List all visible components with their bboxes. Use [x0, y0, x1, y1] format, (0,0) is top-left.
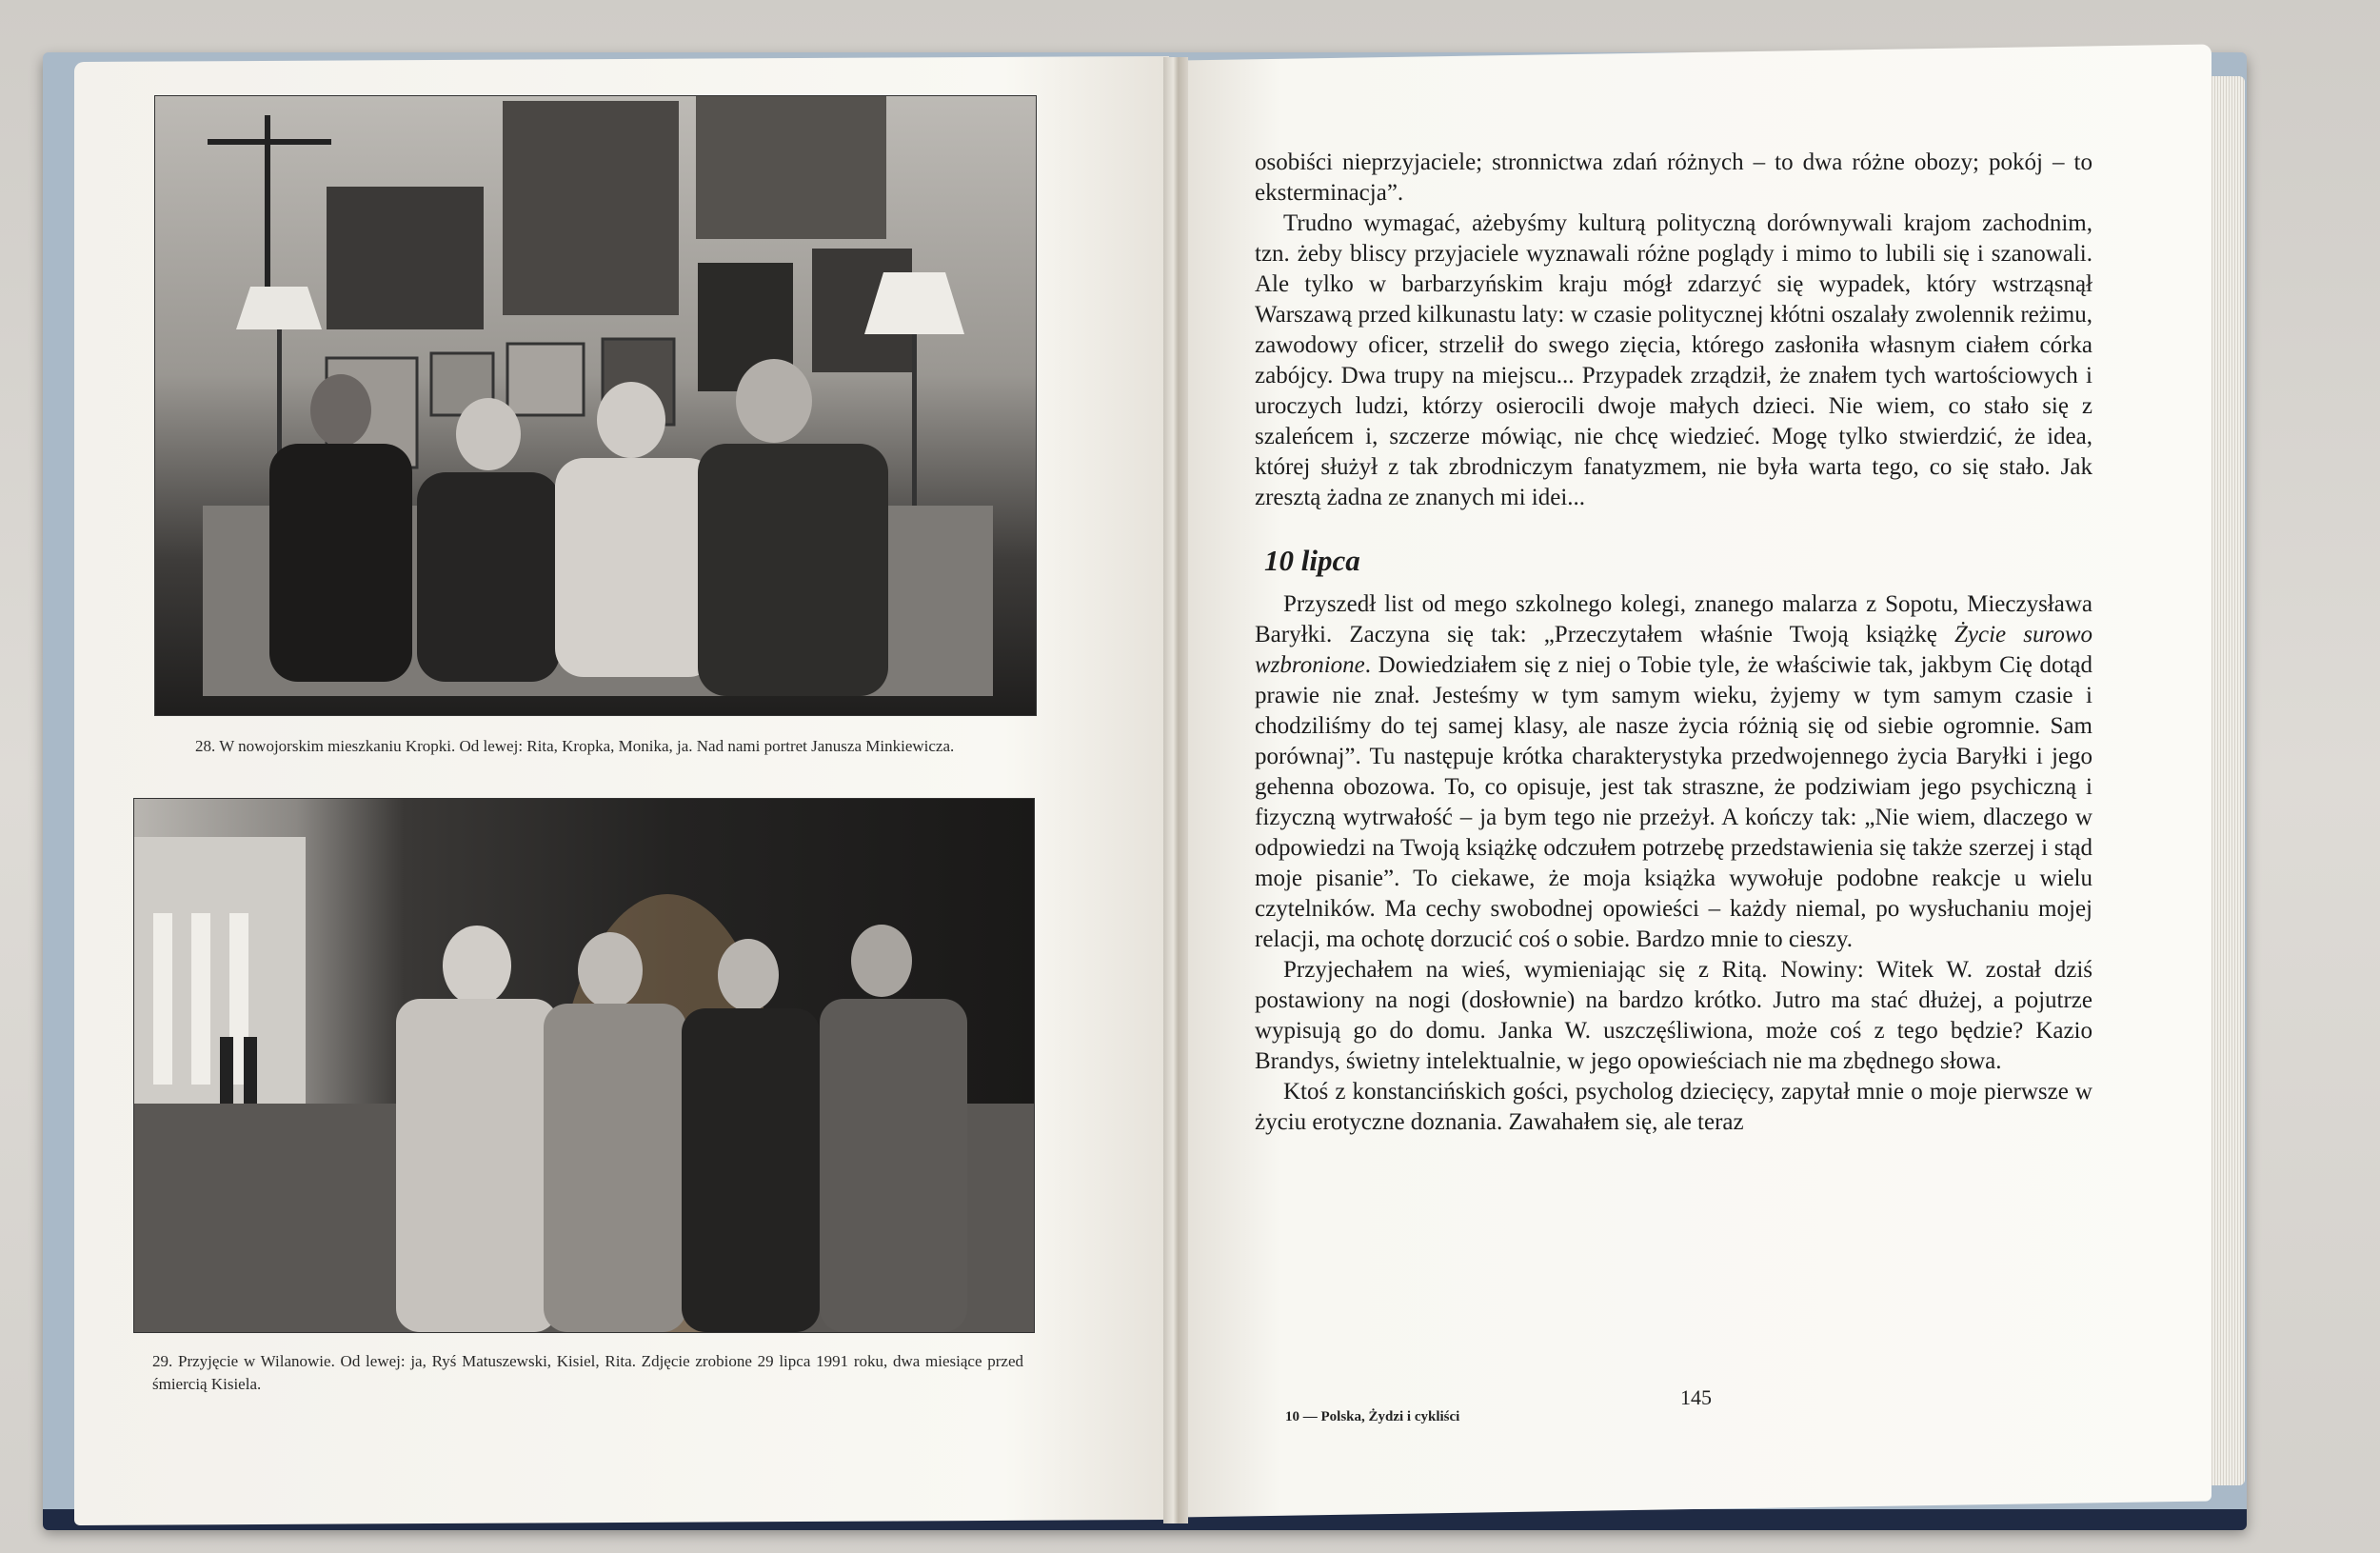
chapter-footer: 10 — Polska, Żydzi i cykliści [1285, 1409, 1460, 1424]
paragraph-3-end: . Dowiedziałem się z niej o Tobie tyle, że właściwie tak, jakbym Cię dotąd prawie nie znał. Jesteśmy w tym samym wieku, żyjemy w tym samym czasie i chodziliśmy do tej samej klasy, ale nasze życia różnią się od siebie ogromnie. Sam porównaj”. Tu następuje krótka charakterystyka przedwojennego życia Baryłki i jego gehenna obozowa. To, co opisuje, jest tak straszne, że podziwiam jego psychiczną i fizyczną wytrwałość – ja bym tego nie przeżył. A kończy tak: „Nie wiem, dlaczego w odpowiedzi na Twoją książkę odczułem potrzebę przedstawienia się także szerzej i stąd moje pisanie”. To ciekawe, że moja książka wywołuje podobne reakcje u wielu czytelników. Ma cechy swobodnej opowieści – każdy niemal, po wysłuchaniu mojej relacji, ma ochotę dorzucić coś o sobie. Bardzo mnie to cieszy. [1255, 652, 2092, 952]
photo-wilanow [133, 798, 1035, 1333]
paragraph-4: Przyjechałem na wieś, wymieniając się z Ritą. Nowiny: Witek W. został dziś postawiony na nogi (dosłownie) na bardzo krótko. Jutro ma stać dłużej, a pojutrze wypisują go do domu. Janka W. uszczęśliwiona, może coś z tego będzie? Kazio Brandys, świetny intelektualnie, w jego opowieściach nie ma zbędnego słowa. [1255, 957, 2092, 1074]
book-title: Życie surowo wzbronione [1255, 622, 2092, 678]
paragraph-5: Ktoś z konstancińskich gości, psycholog dziecięcy, zapytał mnie o moje pierwsze w życiu erotyczne doznania. Zawahałem się, ale teraz [1255, 1079, 2092, 1135]
paragraph-1: osobiści nieprzyjaciele; stronnictwa zdań różnych – to dwa różne obozy; pokój – to eksterminacja”. [1255, 149, 2092, 206]
photo-caption-1: 28. W nowojorskim mieszkaniu Kropki. Od lewej: Rita, Kropka, Monika, ja. Nad nami portret Janusza Minkiewicza. [195, 737, 955, 755]
photo-living-room [154, 95, 1037, 716]
paragraph-3-start: Przyszedł list od mego szkolnego kolegi, znanego malarza z Sopotu, Mieczysława Baryłki. Zaczyna się tak: „Przeczytałem właśnie Twoją książkę [1255, 591, 2092, 647]
photo-caption-2: 29. Przyjęcie w Wilanowie. Od lewej: ja, Ryś Matuszewski, Kisiel, Rita. Zdjęcie zrobione 29 lipca 1991 roku, dwa miesiące przed śmiercią Kisiela. [152, 1352, 1023, 1393]
right-page-text [1255, 148, 2092, 1138]
paragraph-3 [1255, 589, 2092, 955]
section-heading: 10 lipca [1264, 544, 1360, 577]
book-gutter [1163, 57, 1188, 1523]
paragraph-2: Trudno wymagać, ażebyśmy kulturą polityczną dorównywali krajom zachodnim, tzn. żeby bliscy przyjaciele wyznawali różne poglądy i mimo to lubili się i szanowali. Ale tylko w barbarzyńskim kraju mógł zdarzyć się wypadek, który wstrząsnął Warszawą przed kilkunastu laty: w czasie politycznej kłótni oszalały zwolennik reżimu, zawodowy oficer, strzelił do swego zięcia, którego zasłoniła własnym ciałem córka zabójcy. Dwa trupy na miejscu... Przypadek zrządził, że znałem tych wartościowych i uroczych ludzi, którzy osierocili dwoje małych dzieci. Nie wiem, co stało się z szaleńcem i, szczerze mówiąc, nie chcę wiedzieć. Mogę tylko stwierdzić, że idea, której służył z tak zbrodniczym fanatyzmem, nie była warta tego, co się stało. Jak zresztą żadna ze znanych mi idei... [1255, 210, 2092, 510]
page-edges [2207, 76, 2245, 1485]
page-number: 145 [1680, 1385, 1712, 1409]
